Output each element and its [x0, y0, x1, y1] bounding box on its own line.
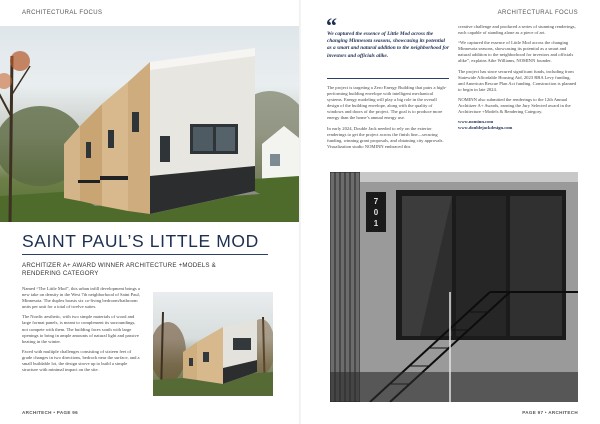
main-exterior-photo: [0, 26, 299, 222]
left-paragraph: Named “The Little Mod”, this urban infill development brings a new take on density in the West 7th neighborhood of Saint Paul, Minnesota. The duplex boasts six co-living bedroom/bathroom units per unit for a total of twelve suites.: [22, 286, 140, 310]
main-photo-illustration: [0, 26, 299, 222]
header-left: ARCHITECTURAL FOCUS: [22, 10, 103, 16]
middle-column-text: [327, 85, 447, 154]
house-number-digit: 1: [373, 219, 379, 228]
entrance-photo: [330, 172, 578, 402]
right-paragraph: creative challenge and produced a series of stunning renderings, each capable of standing alone as a piece of art.: [458, 24, 576, 36]
page-gutter: [299, 0, 301, 424]
middle-paragraph: In early 2024, Double Jack needed to rely on the exterior renderings to get the project across the finish line—securing funding, winning grant proposals, and obtaining city approvals. Visualization studio NOMINN embraced this: [327, 125, 444, 149]
right-paragraph: “We captured the essence of Little Mod across the changing Minnesota seasons, showcasing its potential as a smart and natural addition to the neighborhood for investors and officials alike”, explains Aihe Williams, NOMINN founder.: [458, 40, 574, 64]
article-title: SAINT PAUL’S LITTLE MOD: [22, 231, 259, 251]
house-number-digit: 0: [373, 208, 379, 217]
secondary-exterior-photo: [153, 292, 273, 396]
right-column-text: [458, 24, 578, 131]
middle-paragraph: The project is targeting a Zero Energy Building that pairs a high-performing building envelope with intelligent mechanical systems. Energy modeling will play a big role in the overall design of the building envelope, along with the quality of windows and doors of the project. The goal is to produce more energy than the home’s annual energy use.: [327, 85, 447, 121]
house-number-digit: 7: [373, 197, 379, 206]
right-paragraph: NOMINN also submitted the renderings to the 12th Annual Architizer A+ Awards, earning the Jury Selected award in the Architecture +Models & Rendering Category.: [458, 96, 571, 115]
doublejack-link[interactable]: www.doublejackdesign.com: [458, 125, 513, 131]
title-divider: [22, 254, 268, 255]
pull-quote-divider: [327, 78, 449, 79]
left-column-text: [22, 286, 142, 377]
left-paragraph: The Nordic aesthetic, with two simple materials of wood and large format panels, is meant to complement its surroundings, not compete with them. The building faces south with large openings to bring in ample amounts of natural light and passive heating in the winter.: [22, 314, 139, 344]
footer-left: ARCHITECH • PAGE 96: [22, 410, 78, 415]
entrance-photo-illustration: [330, 172, 578, 402]
quote-mark-icon: “: [326, 13, 337, 38]
footer-right: PAGE 97 • ARCHITECH: [522, 410, 578, 415]
secondary-photo-illustration: [153, 292, 273, 396]
left-paragraph: Faced with multiple challenges consisting of sixteen feet of grade changes in two directions, bedrock near the surface, and a small buildable lot, the design strove up to build a simple structure with minimal impact on the site.: [22, 348, 140, 373]
right-paragraph: The project has since secured significant funds, including from Statewide Affordable Housing Aid, 2023 RBA Levy funding, and American Rescue Plan Act funding. Construction is planned to begin in late 2024.: [458, 68, 577, 92]
nominn-link[interactable]: www.nominn.com: [458, 119, 494, 125]
pull-quote: We captured the essence of Little Mod across the changing Minnesota seasons, showcasing its potential as a smart and natural addition to the neighborhood for investors and officials alike.: [327, 31, 450, 59]
article-subtitle: ARCHITIZER A+ AWARD WINNER ARCHITECTURE +MODELS & RENDERING CATEGORY: [22, 262, 216, 277]
header-right: ARCHITECTURAL FOCUS: [497, 10, 578, 16]
